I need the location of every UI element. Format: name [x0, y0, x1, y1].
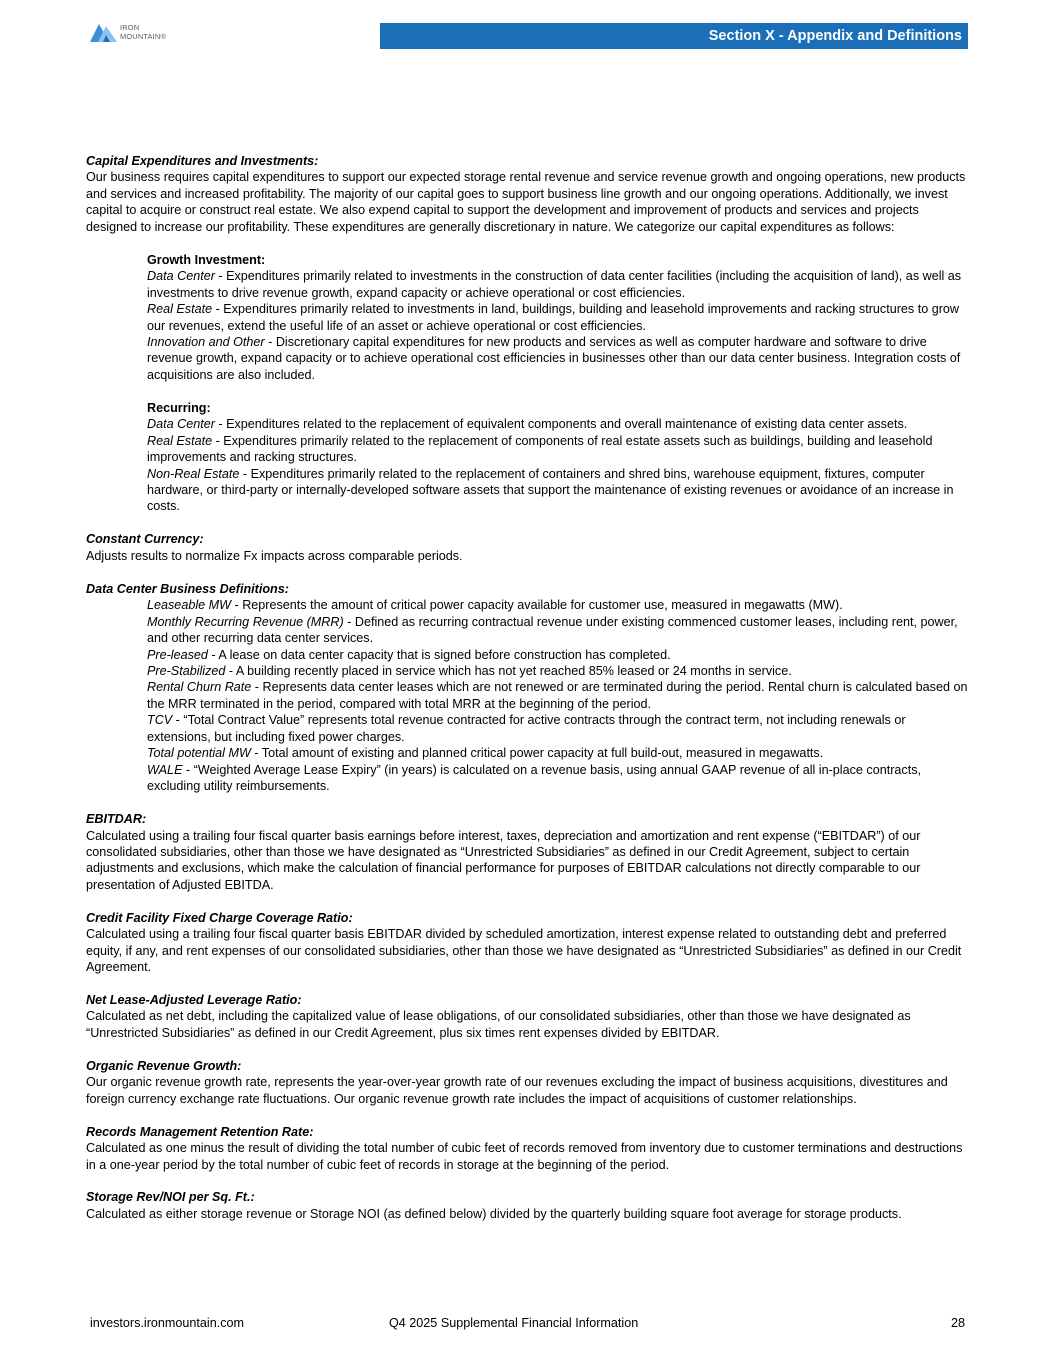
definition-term: Non-Real Estate	[147, 466, 240, 481]
constant-currency-heading: Constant Currency:	[86, 532, 204, 547]
definition-item	[147, 663, 972, 679]
definition-text: - Expenditures primarily related to the replacement of containers and shred bins, warehouse equipment, fixtures, computer hardware, or third-party or internally-developed software assets that support the maintenance of existing revenues or avoidance of an increase in costs.	[147, 466, 954, 514]
definition-text: - “Weighted Average Lease Expiry” (in years) is calculated on a revenue basis, using annual GAAP revenue of all in-place contracts, excluding utility reimbursements.	[147, 762, 922, 794]
mountain-icon	[90, 21, 118, 43]
definition-item	[147, 597, 972, 613]
definition-text: - Discretionary capital expenditures for new products and services as well as computer hardware and software to drive revenue growth, expand capacity or to achieve operational cost efficiencies in businesses other than our data center business. Integration costs of acquisitions are also included.	[147, 334, 961, 382]
recurring-heading: Recurring:	[147, 400, 211, 415]
storage-rev-section	[86, 1189, 972, 1222]
capex-section	[86, 153, 972, 235]
definition-text: - Expenditures primarily related to the replacement of components of real estate assets such as buildings, building and leasehold improvements and racking structures.	[147, 433, 933, 465]
definition-term: Real Estate	[147, 302, 213, 317]
footer-document-title: Q4 2025 Supplemental Financial Information	[389, 1316, 639, 1330]
definition-term: Rental Churn Rate	[147, 680, 252, 695]
definition-term: Real Estate	[147, 433, 213, 448]
definitions-body	[86, 153, 972, 1222]
definition-term: TCV	[147, 713, 173, 728]
definition-item	[147, 712, 972, 745]
definition-item	[147, 679, 972, 712]
definition-term: Total potential MW	[147, 746, 251, 761]
definition-text: - Expenditures primarily related to investments in the construction of data center facilities (including the acquisition of land), as well as investments to drive revenue growth, expand capacity or achieve operational or cost efficiencies.	[147, 269, 962, 300]
growth-heading: Growth Investment:	[147, 252, 266, 267]
definition-text: - Represents the amount of critical power capacity available for customer use, measured in megawatts (MW).	[231, 598, 843, 613]
fixed-charge-section	[86, 910, 972, 976]
data-center-definitions	[86, 597, 972, 794]
definition-item	[147, 762, 972, 795]
definition-text: - “Total Contract Value” represents total revenue contracted for active contracts through the contract term, not including renewals or extensions, but including fixed power charges.	[147, 713, 906, 744]
definition-term: Innovation and Other	[147, 334, 265, 349]
page-number: 28	[950, 1316, 965, 1330]
leverage-heading: Net Lease-Adjusted Leverage Ratio:	[86, 993, 302, 1007]
organic-growth-heading: Organic Revenue Growth:	[86, 1058, 242, 1073]
fixed-charge-body: Calculated using a trailing four fiscal quarter basis EBITDAR divided by scheduled amortization, interest expense related to outstanding debt and preferred equity, if any, and rent expenses of our consolidated subsidiaries, other than those we have designated as “Unrestricted Subsidiaries” as defined in our Credit Agreement.	[86, 927, 962, 975]
retention-section	[86, 1124, 972, 1173]
constant-currency-section	[86, 531, 972, 564]
ebitdar-body: Calculated using a trailing four fiscal quarter basis earnings before interest, taxes, depreciation and amortization and rent expense (“EBITDAR”) of our consolidated subsidiaries, other than those we have designated as “Unrestricted Subsidiaries” as defined in our Credit Agreement, subject to certain adjustments and exclusions, which make the calculation of financial performance for purposes of EBITDAR calculations not directly comparable to our presentation of Adjusted EBITDA.	[86, 828, 921, 892]
definition-term: WALE	[147, 762, 183, 777]
definition-text: - Expenditures primarily related to investments in land, buildings, building and leasehold improvements and racking structures to grow our revenues, extend the useful life of an asset or achieve operational or cost efficiencies.	[147, 302, 960, 333]
definition-item	[147, 647, 972, 663]
definition-term: Pre-leased	[147, 647, 208, 662]
leverage-body: Calculated as net debt, including the capitalized value of lease obligations, of our consolidated subsidiaries, other than those we have designated as “Unrestricted Subsidiaries” as defined in our Credit Agreement, plus six times rent expenses divided by EBITDAR.	[86, 1009, 911, 1040]
ebitdar-section	[86, 811, 972, 893]
page-footer	[0, 1315, 1055, 1331]
organic-growth-section	[86, 1058, 972, 1107]
definition-text: - A building recently placed in service which has not yet reached 85% leased or 24 months in service.	[225, 663, 792, 678]
fixed-charge-heading: Credit Facility Fixed Charge Coverage Ratio:	[86, 910, 353, 925]
definition-item	[147, 268, 972, 301]
section-title: Section X - Appendix and Definitions	[380, 23, 968, 49]
ebitdar-heading: EBITDAR:	[86, 812, 147, 827]
definition-term: Pre-Stabilized	[147, 663, 226, 678]
storage-rev-heading: Storage Rev/NOI per Sq. Ft.:	[86, 1190, 255, 1205]
retention-body: Calculated as one minus the result of dividing the total number of cubic feet of records removed from inventory due to customer terminations and destructions in a one-year period by the total number of cubic feet of records in storage at the beginning of the period.	[86, 1141, 963, 1172]
retention-heading: Records Management Retention Rate:	[86, 1124, 314, 1139]
logo-line-1: IRON	[120, 23, 140, 32]
capex-body: Our business requires capital expenditures to support our expected storage rental revenue and service revenue growth and ongoing operations, new products and services and increased profitability. The majority of our capital goes to support business line growth and our ongoing operations. Additionally, we invest capital to acquire or construct real estate. We also expend capital to support the development and improvement of products and services and projects designed to increase our profitability. These expenditures are generally discretionary in nature. We categorize our capital expenditures as follows:	[86, 170, 966, 234]
definition-term: Monthly Recurring Revenue (MRR)	[147, 614, 344, 629]
storage-rev-body: Calculated as either storage revenue or Storage NOI (as defined below) divided by the quarterly building square foot average for storage products.	[86, 1206, 902, 1221]
growth-investment-block	[86, 252, 972, 384]
definition-term: Leaseable MW	[147, 598, 231, 613]
data-center-section	[86, 581, 972, 795]
definition-item	[147, 745, 972, 761]
recurring-block	[86, 400, 972, 515]
definition-term: Data Center	[147, 417, 215, 432]
organic-growth-body: Our organic revenue growth rate, represents the year-over-year growth rate of our revenues excluding the impact of business acquisitions, divestitures and foreign currency exchange rate fluctuations. Our organic revenue growth rate includes the impact of acquisitions of customer relationships.	[86, 1075, 948, 1106]
logo-wordmark	[120, 23, 166, 41]
definition-item	[147, 334, 972, 383]
definition-item	[147, 301, 972, 334]
footer-website: investors.ironmountain.com	[90, 1316, 244, 1330]
definition-item	[147, 614, 972, 647]
definition-term: Data Center	[147, 269, 215, 284]
definition-text: - Represents data center leases which are not renewed or are terminated during the period. Rental churn is calculated based on the MRR terminated in the period, compared with total MRR at the beginning of the period.	[147, 680, 968, 711]
company-logo	[90, 21, 200, 45]
definition-text: - Total amount of existing and planned critical power capacity at full build-out, measured in megawatts.	[250, 746, 824, 761]
logo-line-2: MOUNTAIN®	[120, 32, 167, 41]
capex-heading: Capital Expenditures and Investments:	[86, 154, 319, 168]
data-center-heading: Data Center Business Definitions:	[86, 581, 289, 596]
definition-text: - Defined as recurring contractual revenue under existing commenced customer leases, including rent, power, and other recurring data center services.	[147, 614, 958, 646]
definition-item	[147, 433, 972, 466]
definition-text: - A lease on data center capacity that is signed before construction has completed.	[207, 647, 671, 662]
definition-item	[147, 466, 972, 515]
constant-currency-body: Adjusts results to normalize Fx impacts across comparable periods.	[86, 548, 463, 563]
leverage-section	[86, 992, 972, 1041]
definition-text: - Expenditures related to the replacement of equivalent components and overall maintenance of existing data center assets.	[214, 417, 908, 432]
definition-item	[147, 416, 972, 432]
